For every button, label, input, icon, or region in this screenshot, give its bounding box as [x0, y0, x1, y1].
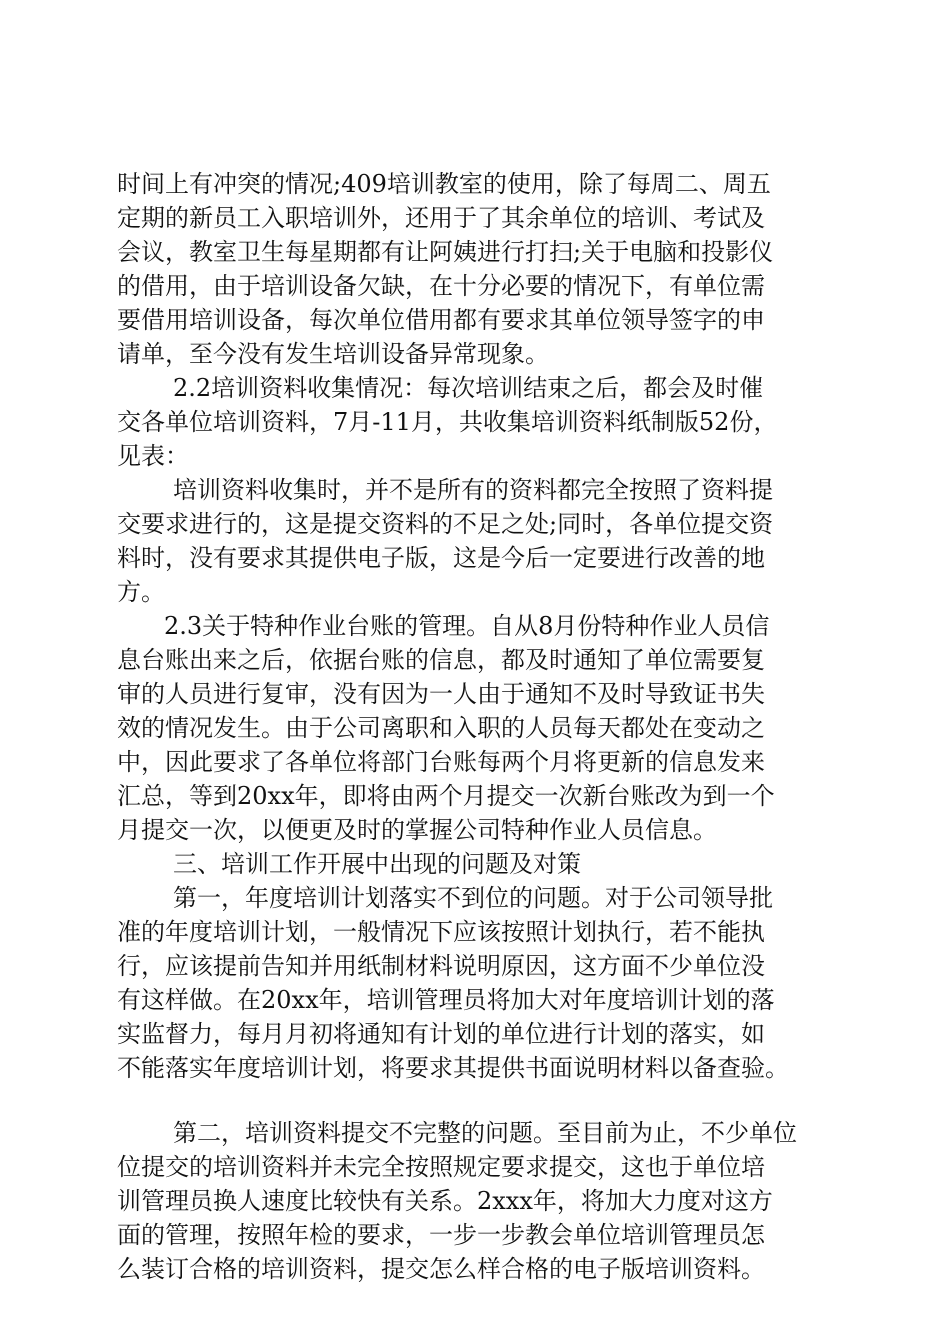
text-line: 见表：	[117, 442, 189, 470]
paragraph-start: 培训资料收集时，并不是所有的资料都完全按照了资料提	[173, 476, 773, 504]
section-3-heading: 三、培训工作开展中出现的问题及对策	[173, 850, 581, 878]
text-line: 会议，教室卫生每星期都有让阿姨进行打扫;关于电脑和投影仪	[117, 238, 774, 266]
text-line: 面的管理，按照年检的要求，一步一步教会单位培训管理员怎	[117, 1221, 765, 1249]
section-2-3-start: 2.3关于特种作业台账的管理。自从8月份特种作业人员信	[164, 612, 770, 640]
text-line: 定期的新员工入职培训外，还用于了其余单位的培训、考试及	[117, 204, 765, 232]
text-line: 汇总，等到20xx年，即将由两个月提交一次新台账改为到一个	[117, 782, 775, 810]
text-line: 有这样做。在20xx年，培训管理员将加大对年度培训计划的落	[117, 986, 775, 1014]
text-line: 训管理员换人速度比较快有关系。2xxx年，将加大力度对这方	[117, 1187, 773, 1215]
text-line: 月提交一次，以便更及时的掌握公司特种作业人员信息。	[117, 816, 717, 844]
text-line: 的借用，由于培训设备欠缺，在十分必要的情况下，有单位需	[117, 272, 765, 300]
text-line: 审的人员进行复审，没有因为一人由于通知不及时导致证书失	[117, 680, 765, 708]
text-line: 请单，至今没有发生培训设备异常现象。	[117, 340, 549, 368]
text-line: 交要求进行的，这是提交资料的不足之处;同时，各单位提交资	[117, 510, 774, 538]
text-line: 效的情况发生。由于公司离职和入职的人员每天都处在变动之	[117, 714, 765, 742]
text-line: 准的年度培训计划，一般情况下应该按照计划执行，若不能执	[117, 918, 765, 946]
text-line: 不能落实年度培训计划，将要求其提供书面说明材料以备查验。	[117, 1054, 789, 1082]
text-line: 位提交的培训资料并未完全按照规定要求提交，这也于单位培	[117, 1153, 765, 1181]
text-line: 方。	[117, 578, 165, 606]
text-line: 料时，没有要求其提供电子版，这是今后一定要进行改善的地	[117, 544, 765, 572]
text-line: 时间上有冲突的情况;409培训教室的使用，除了每周二、周五	[117, 170, 771, 198]
text-line: 要借用培训设备，每次单位借用都有要求其单位领导签字的申	[117, 306, 765, 334]
text-line: 中，因此要求了各单位将部门台账每两个月将更新的信息发来	[117, 748, 765, 776]
section-2-2-start: 2.2培训资料收集情况：每次培训结束之后，都会及时催	[173, 374, 764, 402]
text-line: 行，应该提前告知并用纸制材料说明原因，这方面不少单位没	[117, 952, 765, 980]
text-line: 实监督力，每月月初将通知有计划的单位进行计划的落实，如	[117, 1020, 765, 1048]
paragraph-start: 第二，培训资料提交不完整的问题。至目前为止，不少单位	[173, 1119, 797, 1147]
text-line: 么装订合格的培训资料，提交怎么样合格的电子版培训资料。	[117, 1255, 765, 1283]
text-line: 交各单位培训资料，7月-11月，共收集培训资料纸制版52份，	[117, 408, 778, 436]
paragraph-start: 第一，年度培训计划落实不到位的问题。对于公司领导批	[173, 884, 773, 912]
text-line: 息台账出来之后，依据台账的信息，都及时通知了单位需要复	[117, 646, 765, 674]
